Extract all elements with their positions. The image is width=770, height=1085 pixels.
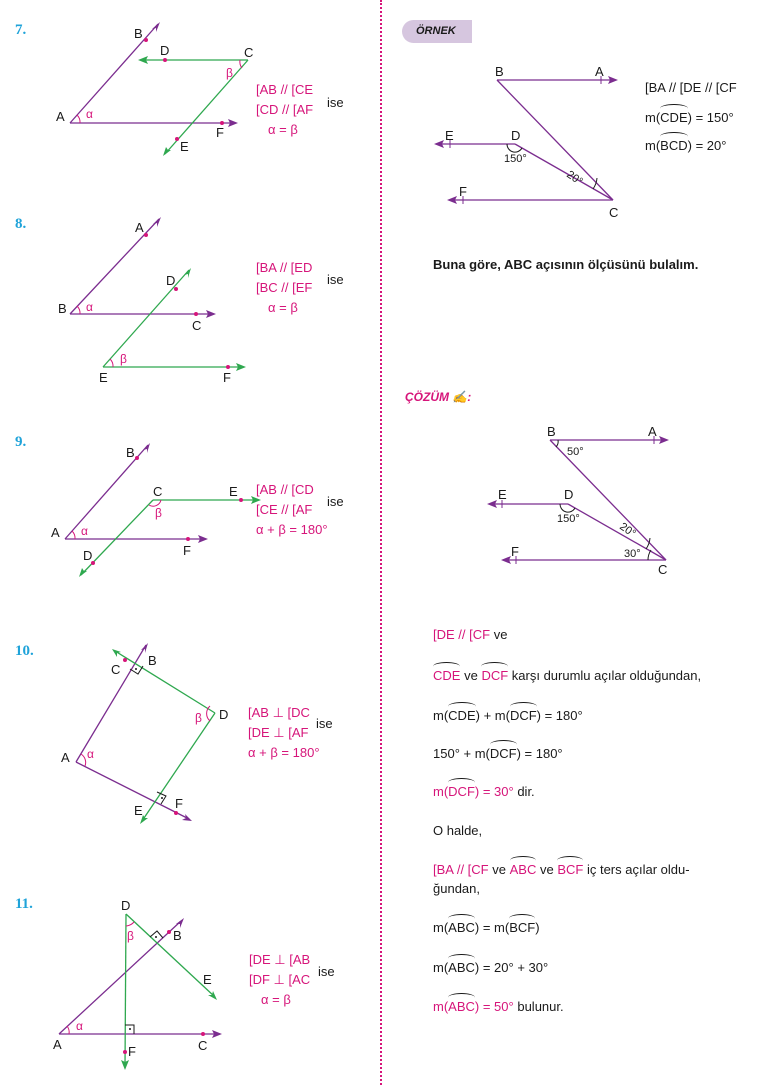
angle-20: 20° xyxy=(617,520,638,541)
solution-heading: ÇÖZÜM ✍: xyxy=(405,390,472,404)
solution-line-6: O halde, xyxy=(433,823,483,838)
label-D: D xyxy=(219,707,229,722)
beta-label: β xyxy=(226,66,233,80)
angle-20: 20° xyxy=(564,168,585,189)
angle-150: 150° xyxy=(557,513,580,525)
solution-line-1: [DE // [CF ve xyxy=(433,627,508,642)
label-D: D xyxy=(83,548,93,563)
label-E: E xyxy=(229,484,238,499)
figure-problem-9 xyxy=(45,438,265,583)
solution-line-2: CDE ve DCF karşı durumlu açılar olduğundan, xyxy=(433,668,702,683)
conditions-problem-10: [AB ⊥ [DC [DE ⊥ [AF α + β = 180° xyxy=(248,705,320,760)
solution-line-5: m(DCF) = 30° dir. xyxy=(433,784,535,799)
example-condition-2: m(CDE) = 150° xyxy=(645,110,734,125)
ise-label: ise xyxy=(327,95,344,110)
example-condition-1: [BA // [DE // [CF xyxy=(645,80,737,95)
figure-solution xyxy=(480,420,695,580)
label-C: C xyxy=(198,1038,208,1053)
label-F: F xyxy=(216,125,224,140)
beta-label: β xyxy=(120,352,127,366)
example-badge: ÖRNEK xyxy=(402,20,472,43)
conditions-problem-11: [DE ⊥ [AB [DF ⊥ [AC α = β xyxy=(249,952,311,1007)
label-F: F xyxy=(511,544,519,559)
label-A: A xyxy=(61,750,70,765)
label-B: B xyxy=(173,928,182,943)
label-B: B xyxy=(134,26,143,41)
label-A: A xyxy=(595,64,604,79)
angle-150: 150° xyxy=(504,153,527,165)
beta-label: β xyxy=(155,506,162,520)
label-B: B xyxy=(547,424,556,439)
label-E: E xyxy=(498,487,507,502)
label-D: D xyxy=(511,128,521,143)
alpha-label: α xyxy=(87,747,94,761)
label-A: A xyxy=(56,109,65,124)
solution-line-4: 150° + m(DCF) = 180° xyxy=(433,746,563,761)
example-condition-3: m(BCD) = 20° xyxy=(645,138,727,153)
label-A: A xyxy=(648,424,657,439)
conditions-problem-9: [AB // [CD [CE // [AF α + β = 180° xyxy=(256,482,328,537)
ise-label: ise xyxy=(327,272,344,287)
label-C: C xyxy=(244,45,254,60)
label-B: B xyxy=(58,301,67,316)
alpha-label: α xyxy=(81,524,88,538)
figure-problem-8 xyxy=(50,213,260,393)
beta-label: β xyxy=(195,711,202,725)
solution-line-7: [BA // [CF ve ABC ve BCF iç ters açılar oldu- xyxy=(433,862,690,877)
label-D: D xyxy=(160,43,170,58)
ise-label: ise xyxy=(316,716,333,731)
label-E: E xyxy=(445,128,454,143)
label-E: E xyxy=(134,803,143,818)
pencil-icon: ✍: xyxy=(452,390,472,404)
conditions-problem-7: [AB // [CE [CD // [AF α = β xyxy=(256,82,314,137)
solution-line-8: m(ABC) = m(BCF) xyxy=(433,920,540,935)
figure-problem-7 xyxy=(50,20,260,160)
problem-number-10: 10. xyxy=(15,643,34,659)
label-D: D xyxy=(121,898,131,913)
label-F: F xyxy=(223,370,231,385)
label-B: B xyxy=(126,445,135,460)
label-E: E xyxy=(99,370,108,385)
label-C: C xyxy=(192,318,202,333)
solution-line-3: m(CDE) + m(DCF) = 180° xyxy=(433,708,583,723)
label-F: F xyxy=(459,184,467,199)
label-F: F xyxy=(183,543,191,558)
angle-30: 30° xyxy=(624,548,641,560)
label-C: C xyxy=(609,205,619,220)
label-E: E xyxy=(180,139,189,154)
figure-problem-11 xyxy=(45,895,245,1080)
label-A: A xyxy=(53,1037,62,1052)
alpha-label: α xyxy=(86,300,93,314)
label-F: F xyxy=(128,1044,136,1059)
figure-example xyxy=(425,60,640,225)
beta-label: β xyxy=(127,929,134,943)
problem-number-8: 8. xyxy=(15,216,27,232)
label-F: F xyxy=(175,796,183,811)
column-divider xyxy=(380,0,382,1085)
problem-number-11: 11. xyxy=(15,896,33,912)
figure-problem-10 xyxy=(55,638,255,833)
solution-line-10: m(ABC) = 50° bulunur. xyxy=(433,999,564,1014)
problem-number-9: 9. xyxy=(15,434,27,450)
problem-number-7: 7. xyxy=(15,22,27,38)
label-B: B xyxy=(148,653,157,668)
label-C: C xyxy=(658,562,668,577)
example-question: Buna göre, ABC açısının ölçüsünü bulalım. xyxy=(433,257,699,272)
label-B: B xyxy=(495,64,504,79)
label-E: E xyxy=(203,972,212,987)
label-D: D xyxy=(166,273,176,288)
alpha-label: α xyxy=(76,1019,83,1033)
label-D: D xyxy=(564,487,574,502)
ise-label: ise xyxy=(318,964,335,979)
conditions-problem-8: [BA // [ED [BC // [EF α = β xyxy=(256,260,313,315)
label-C: C xyxy=(153,484,163,499)
angle-50: 50° xyxy=(567,446,584,458)
alpha-label: α xyxy=(86,107,93,121)
solution-line-7-cont: ğundan, xyxy=(433,881,480,896)
label-C: C xyxy=(111,662,121,677)
solution-line-9: m(ABC) = 20° + 30° xyxy=(433,960,549,975)
ise-label: ise xyxy=(327,494,344,509)
label-A: A xyxy=(51,525,60,540)
label-A: A xyxy=(135,220,144,235)
